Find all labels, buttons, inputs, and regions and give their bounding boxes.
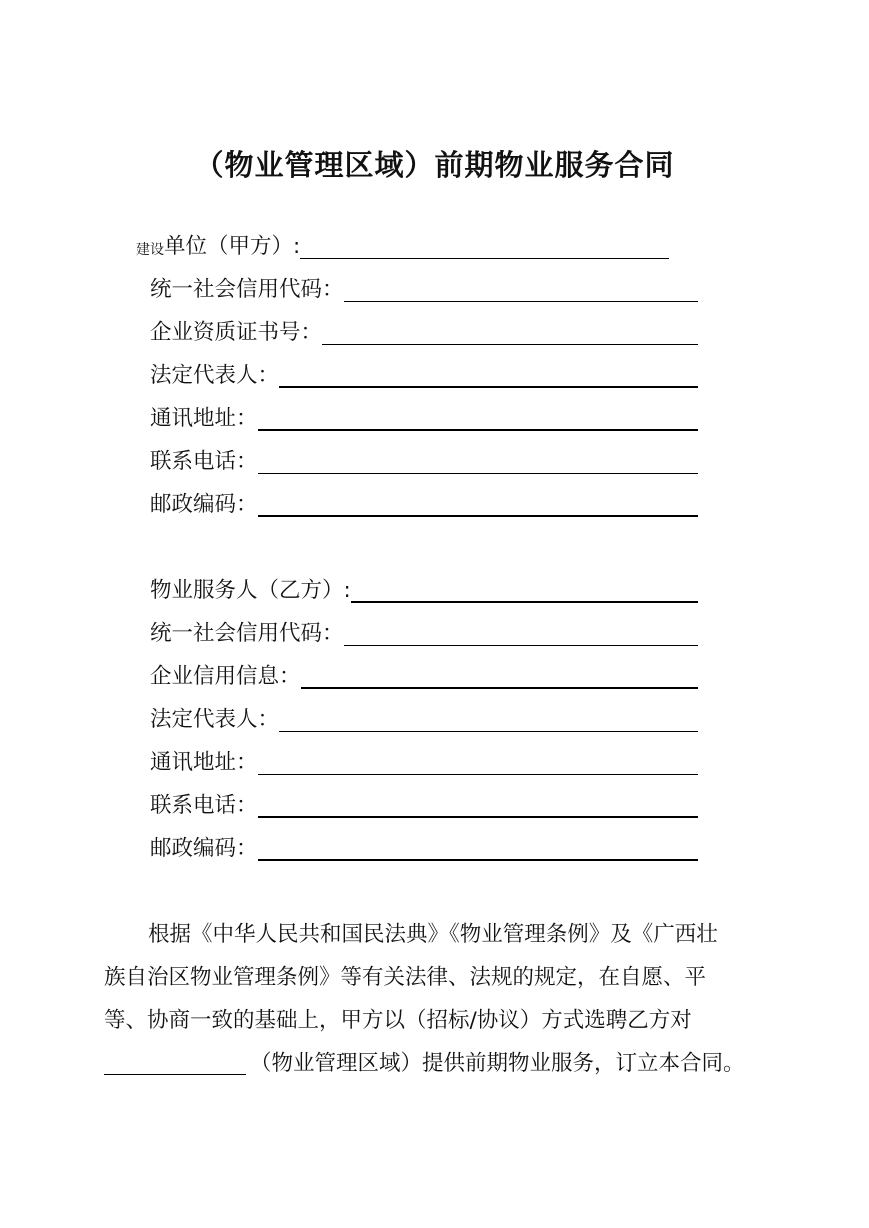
party-a-phone-blank[interactable] [258, 447, 698, 474]
party-a-unit-blank[interactable] [300, 232, 669, 259]
party-b-postcode-field [150, 830, 698, 864]
party-a-phone-field [150, 443, 698, 477]
party-a-postcode-blank[interactable] [258, 489, 698, 517]
party-a-address-field [150, 400, 698, 434]
paragraph-line-4-row [104, 1042, 769, 1085]
party-b-legal-rep-blank[interactable] [279, 705, 698, 732]
paragraph-line-2: 族自治区物业管理条例》等有关法律、法规的规定，在自愿、平 [104, 965, 707, 990]
party-a-qualification-blank[interactable] [322, 318, 698, 345]
property-area-blank[interactable] [104, 1048, 246, 1075]
party-b-legal-rep-label: 法定代表人： [150, 707, 280, 732]
party-a-unit-label: 单位（甲方）: [164, 234, 301, 259]
party-b-credit-info-field [150, 658, 698, 692]
party-a-credit-code-blank[interactable] [344, 275, 698, 302]
party-b-credit-info-label: 企业信用信息： [150, 664, 301, 689]
document-title: （物业管理区域）前期物业服务合同 [194, 148, 675, 182]
paragraph-line-4: （物业管理区域）提供前期物业服务，订立本合同。 [250, 1051, 745, 1076]
party-b-phone-field [150, 787, 698, 821]
party-a-postcode-label: 邮政编码： [150, 492, 258, 517]
party-b-phone-blank[interactable] [258, 790, 698, 818]
party-a-unit-field [136, 228, 669, 262]
party-b-address-blank[interactable] [258, 748, 698, 775]
paragraph-line-1: 根据《中华人民共和国民法典》《物业管理条例》及《广西壮 [148, 922, 718, 947]
party-b-credit-code-label: 统一社会信用代码： [150, 621, 344, 646]
party-a-address-blank[interactable] [258, 403, 698, 431]
party-a-address-label: 通讯地址： [150, 406, 258, 431]
party-b-phone-label: 联系电话： [150, 793, 258, 818]
party-a-qualification-field [150, 314, 698, 348]
party-b-name-label: 物业服务人（乙方）: [150, 578, 351, 603]
party-a-qualification-label: 企业资质证书号： [150, 320, 323, 345]
party-a-credit-code-label: 统一社会信用代码： [150, 277, 344, 302]
party-a-prefix-small: 建设 [136, 242, 164, 258]
party-a-credit-code-field [150, 271, 698, 305]
contract-preamble-paragraph [104, 913, 769, 1085]
party-a-phone-label: 联系电话： [150, 449, 258, 474]
party-a-postcode-field [150, 486, 698, 520]
party-b-name-field [150, 572, 698, 606]
party-b-name-blank[interactable] [351, 575, 698, 603]
party-b-postcode-label: 邮政编码： [150, 836, 258, 861]
party-b-credit-code-blank[interactable] [344, 619, 698, 646]
party-b-legal-rep-field [150, 701, 698, 735]
party-b-credit-info-blank[interactable] [301, 661, 698, 689]
party-a-legal-rep-blank[interactable] [279, 360, 698, 388]
paragraph-line-3: 等、协商一致的基础上，甲方以（招标/协议）方式选聘乙方对 [104, 1008, 692, 1033]
party-b-credit-code-field [150, 615, 698, 649]
party-a-legal-rep-field [150, 357, 698, 391]
party-a-legal-rep-label: 法定代表人： [150, 363, 280, 388]
party-b-address-label: 通讯地址： [150, 750, 258, 775]
party-b-address-field [150, 744, 698, 778]
party-b-postcode-blank[interactable] [258, 833, 698, 861]
